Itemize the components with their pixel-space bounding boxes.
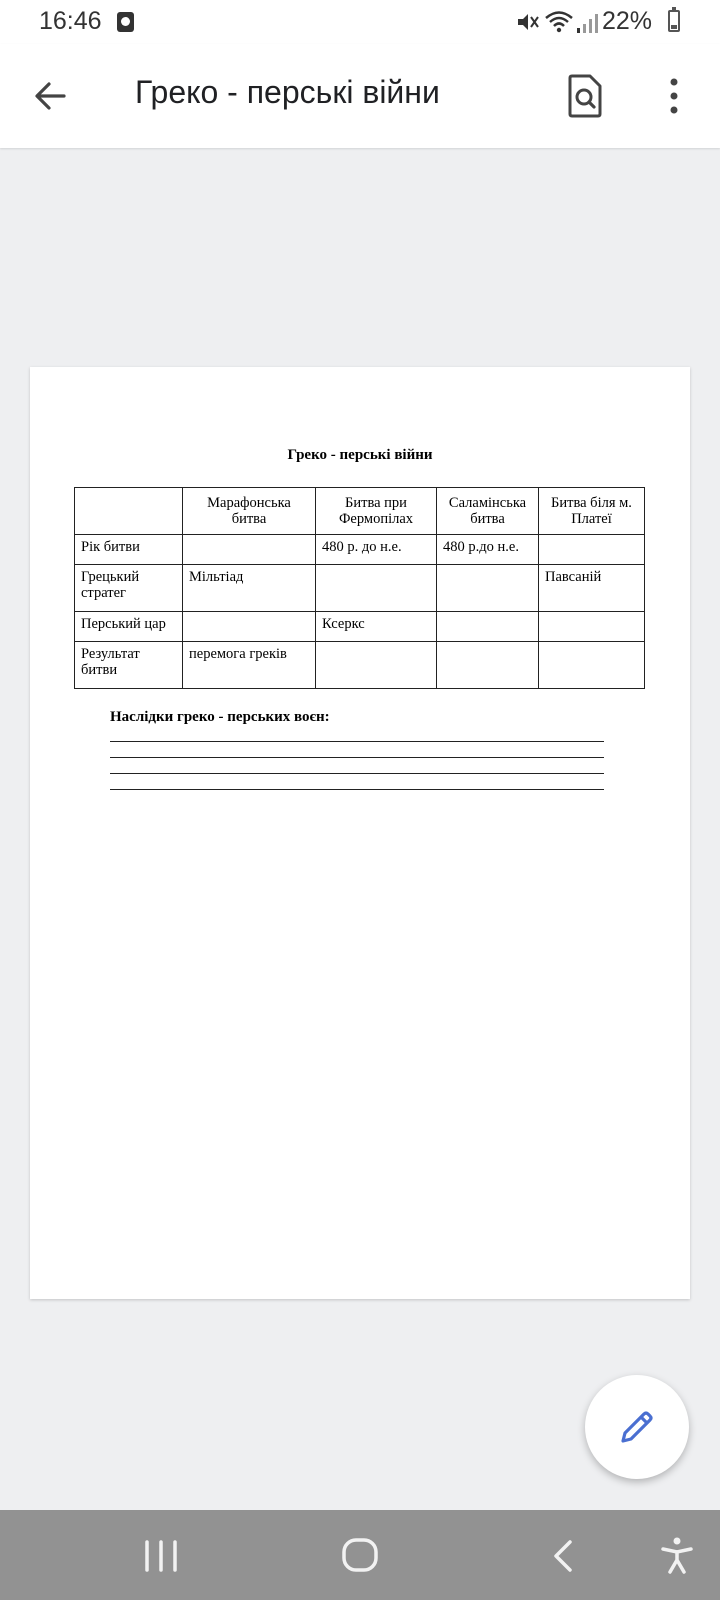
table-cell [183, 535, 316, 565]
answer-line [110, 789, 604, 790]
table-header-cell: Битва при Фермопілах [316, 488, 437, 535]
table-row [75, 642, 645, 689]
document-search-icon [563, 72, 607, 120]
system-navigation-bar [0, 1510, 720, 1600]
table-cell [437, 565, 539, 612]
home-button[interactable] [337, 1532, 385, 1580]
table-cell [539, 535, 645, 565]
table-cell [183, 612, 316, 642]
table-row-label: Результат битви [75, 642, 183, 689]
table-row-label: Грецький стратег [75, 565, 183, 612]
table-header-cell [75, 488, 183, 535]
app-title: Греко - перські війни [135, 74, 440, 110]
table-cell: Мільтіад [183, 565, 316, 612]
arrow-left-icon [28, 74, 72, 118]
mute-icon [516, 11, 540, 33]
table-row [75, 565, 645, 612]
battery-fill [671, 25, 677, 29]
status-bar [0, 0, 720, 44]
edit-fab-button[interactable] [585, 1375, 689, 1479]
table-cell: Ксеркс [316, 612, 437, 642]
table-row-label: Перський цар [75, 612, 183, 642]
table-header-row [75, 488, 645, 535]
table-row-label: Рік битви [75, 535, 183, 565]
table-cell: 480 р.до н.е. [437, 535, 539, 565]
answer-line [110, 757, 604, 758]
back-button[interactable] [28, 74, 72, 118]
table-cell [539, 612, 645, 642]
table-cell: Павсаній [539, 565, 645, 612]
table-cell [437, 612, 539, 642]
answer-line [110, 741, 604, 742]
table-cell [316, 642, 437, 689]
home-icon [337, 1532, 385, 1580]
pencil-icon [617, 1407, 657, 1447]
more-options-button[interactable] [654, 74, 694, 118]
table-header-cell: Битва біля м. Платеї [539, 488, 645, 535]
signal-icon [576, 12, 598, 34]
table-cell: перемога греків [183, 642, 316, 689]
answer-line [110, 773, 604, 774]
table-cell [539, 642, 645, 689]
chevron-left-icon [540, 1532, 588, 1580]
battery-percent: 22% [602, 7, 653, 35]
accessibility-icon [653, 1532, 701, 1580]
table-cell [437, 642, 539, 689]
table-row [75, 612, 645, 642]
table-header-cell: Саламінська битва [437, 488, 539, 535]
consequences-heading: Наслідки греко - перських воєн: [110, 709, 330, 725]
find-in-document-button[interactable] [563, 72, 607, 120]
battles-table [74, 487, 645, 689]
document-page[interactable] [30, 367, 690, 1299]
document-title: Греко - перські війни [287, 447, 433, 463]
table-cell: 480 р. до н.е. [316, 535, 437, 565]
accessibility-button[interactable] [653, 1532, 701, 1580]
more-vert-icon [654, 74, 694, 118]
status-time: 16:46 [39, 7, 102, 35]
table-cell [316, 565, 437, 612]
recents-icon [137, 1532, 185, 1580]
app-bar [0, 44, 720, 148]
battery-icon [668, 10, 680, 32]
notification-app-icon [117, 12, 134, 32]
wifi-icon [544, 10, 574, 34]
table-row [75, 535, 645, 565]
nav-back-button[interactable] [540, 1532, 588, 1580]
table-header-cell: Марафонська битва [183, 488, 316, 535]
recents-button[interactable] [137, 1532, 185, 1580]
